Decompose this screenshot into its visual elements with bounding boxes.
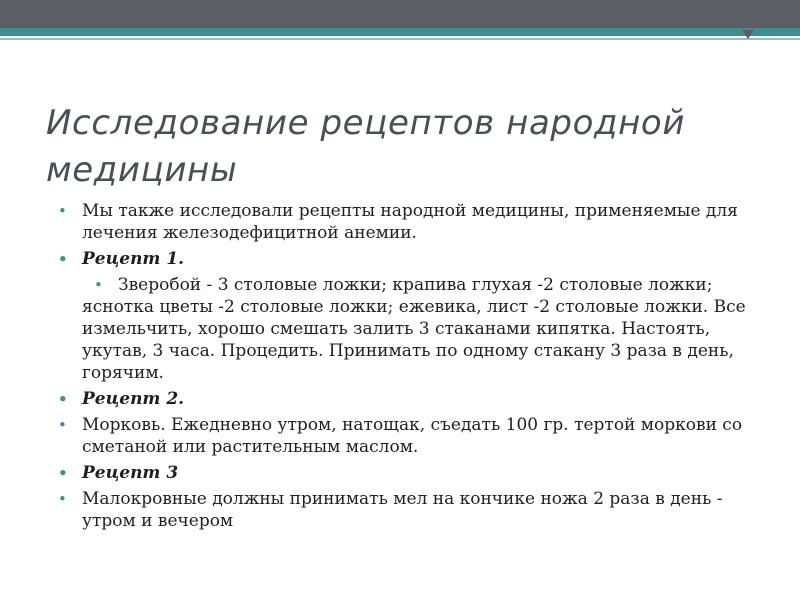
slide-top-band [0,0,800,28]
slide-bullet-list [56,200,756,536]
recipe-2-text: • Морковь. Ежедневно утром, натощак, съедать 100 гр. тертой моркови со сметаной или растительным маслом. [56,414,756,458]
recipe-1-heading: • Рецепт 1. [56,248,756,270]
slide-accent-line [0,38,800,40]
recipe-1-text: • Зверобой - 3 столовые ложки; крапива глухая -2 столовые ложки; яснотка цветы -2 столовые ложки; ежевика, лист -2 столовые ложки. Все измельчить, хорошо смешать залить 3 стаканами кипятка. Настоять, укутав, 3 часа. Процедить. Принимать по одному стакану 3 раза в день, горячим. [56,274,756,384]
slide-corner-marker [742,30,754,39]
slide-title: Исследование рецептов народной медицины [46,103,686,190]
recipe-2-heading: • Рецепт 2. [56,388,756,410]
recipe-3-text: • Малокровные должны принимать мел на кончике ножа 2 раза в день - утром и вечером [56,488,756,532]
bullet-intro: • Мы также исследовали рецепты народной медицины, применяемые для лечения железодефицитной анемии. [56,200,756,244]
slide-accent-band [0,28,800,36]
recipe-3-heading: • Рецепт 3 [56,462,756,484]
